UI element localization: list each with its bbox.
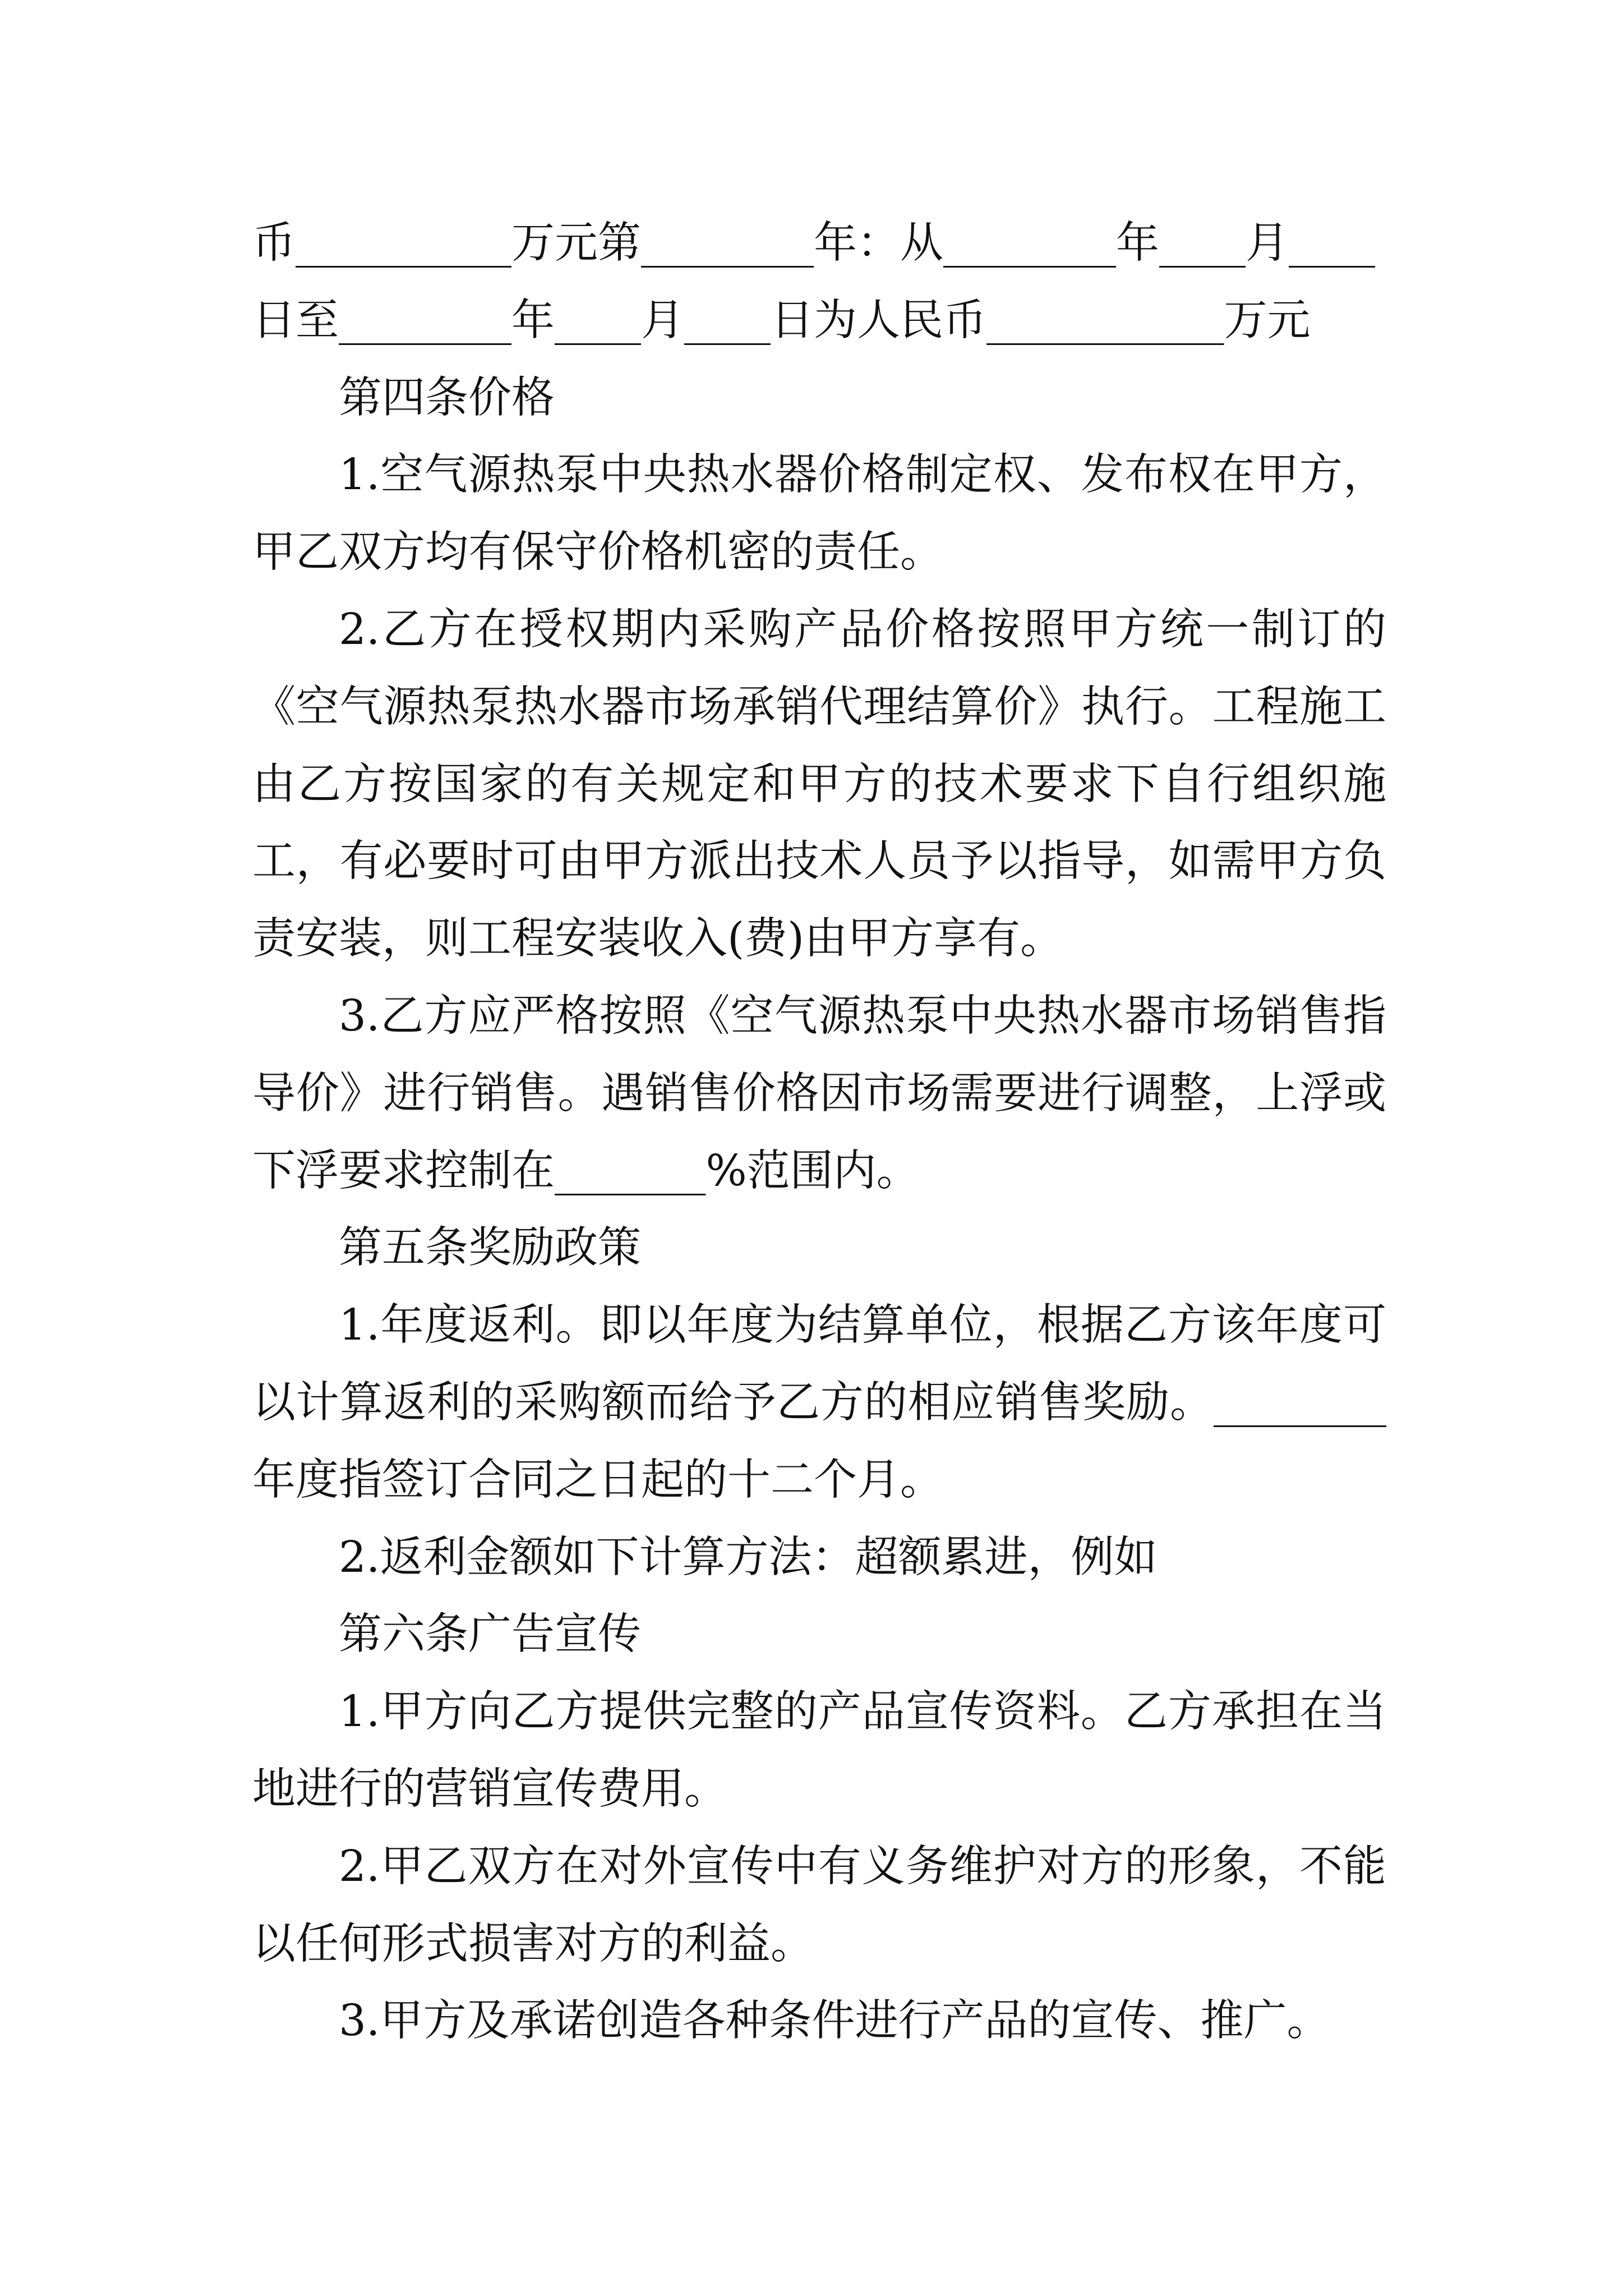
paragraph-line: 1.年度返利。即以年度为结算单位，根据乙方该年度可 [339,1300,1386,1351]
paragraph-line: 3.甲方及承诺创造各种条件进行产品的宣传、推广。 [339,1996,1330,2046]
paragraph-line: 工，有必要时可由甲方派出技术人员予以指导，如需甲方负 [252,836,1386,887]
paragraph-line: 日至________年____月____日为人民币___________万元 [252,295,1311,346]
document-body [252,205,1386,2060]
paragraph-line: 3.乙方应严格按照《空气源热泵中央热水器市场销售指 [339,991,1386,1041]
paragraph-line: 《空气源热泵热水器市场承销代理结算价》执行。工程施工 [252,682,1386,732]
paragraph-line: 2.乙方在授权期内采购产品价格按照甲方统一制订的 [339,604,1386,655]
paragraph-line: 币__________万元第________年：从________年____月____ [252,218,1375,268]
paragraph-line: 下浮要求控制在_______%范围内。 [252,1145,920,1196]
paragraph-line: 由乙方按国家的有关规定和甲方的技术要求下自行组织施 [252,759,1386,809]
paragraph-line: 2.甲乙双方在对外宣传中有义务维护对方的形象，不能 [339,1841,1386,1892]
paragraph-line: 甲乙双方均有保守价格机密的责任。 [252,527,943,578]
paragraph-line: 1.甲方向乙方提供完整的产品宣传资料。乙方承担在当 [339,1687,1386,1737]
paragraph-line: 2.返利金额如下计算方法：超额累进，例如 [339,1532,1158,1582]
paragraph-line: 年度指签订合同之日起的十二个月。 [252,1455,943,1505]
paragraph-line: 导价》进行销售。遇销售价格因市场需要进行调整，上浮或 [252,1068,1386,1119]
paragraph-line: 以计算返利的采购额而给予乙方的相应销售奖励。________ [252,1377,1386,1428]
paragraph-line: 地进行的营销宣传费用。 [252,1764,727,1814]
section-heading: 第五条奖励政策 [339,1223,641,1273]
section-heading: 第六条广告宣传 [339,1609,641,1660]
section-heading: 第四条价格 [339,372,555,423]
paragraph-line: 以任何形式损害对方的利益。 [252,1918,814,1969]
paragraph-line: 1.空气源热泵中央热水器价格制定权、发布权在甲方， [339,450,1386,500]
paragraph-line: 责安装，则工程安装收入(费)由甲方享有。 [252,914,1064,964]
